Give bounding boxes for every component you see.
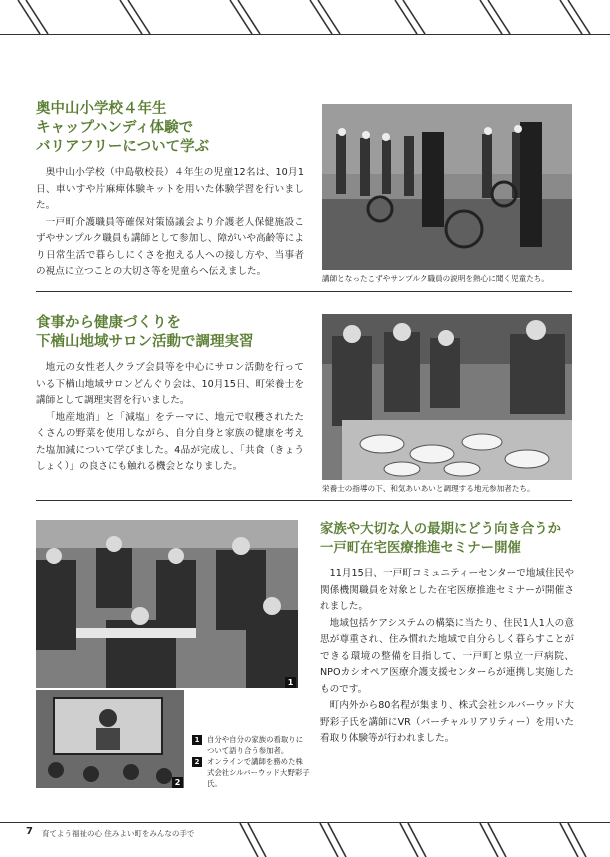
photo-caption-list bbox=[192, 734, 310, 789]
article-cooking-salon bbox=[36, 314, 304, 476]
page-number: 7 bbox=[26, 826, 33, 837]
photo-wheelchair-experience bbox=[322, 104, 572, 270]
photo-caption-item: 2 オンラインで講師を務めた株式会社シルバーウッド大野彩子氏。 bbox=[192, 756, 310, 789]
footer-slogan: 育てよう福祉の心 住みよい町をみんなの手で bbox=[42, 829, 195, 838]
article-body: 11月15日、一戸町コミュニティーセンターで地域住民や関係機関職員を対象とした在宅医療推進セミナーが開催されました。 地域包括ケアシステムの構築に当たり、住民1人1人の意思が尊重され、住み慣れた地域で自分らしく暮らすことができる環境の整備を目指して、一戸町と県立一戸病院、NPOカシオペア医療介護支援センターらが連携し実施したものです。 町内外から80名程が集まり、株式会社シルバーウッド大野彩子氏を講師にVR（バーチャルリアリティー）を用いた看取り体験等が行われました。 bbox=[320, 568, 574, 744]
photo-cooking-practice bbox=[322, 314, 572, 480]
header-band bbox=[0, 0, 610, 35]
article-headline: 家族や大切な人の最期にどう向き合うか 一戸町在宅医療推進セミナー開催 bbox=[320, 522, 562, 556]
section-divider bbox=[36, 291, 572, 292]
photo-number-badge: 1 bbox=[285, 677, 296, 688]
article-headline: 奥中山小学校４年生 キャップハンディ体験で バリアフリーについて学ぶ bbox=[36, 101, 210, 155]
section-divider bbox=[36, 500, 572, 501]
photo-caption: 講師となったこずやサンプルク職員の説明を熱心に聞く児童たち。 bbox=[322, 274, 549, 283]
article-headline: 食事から健康づくりを 下楢山地域サロン活動で調理実習 bbox=[36, 315, 254, 350]
diagonal-stripes-decoration bbox=[0, 0, 610, 34]
article-body: 地元の女性老人クラブ会員等を中心にサロン活動を行っている下楢山地域サロンどんぐり会は、10月15日、町栄養士を講師として調理実習を行いました。 「地産地消」と「減塩」をテーマに、地元で収穫されたたくさんの野菜を使用しながら、自分自身と家族の健康を考えた塩加減について学びました。4品が完成し、「共食（きょうしょく）」の良さにも触れる機会となりました。 bbox=[36, 362, 304, 472]
article-body: 奥中山小学校（中島敬校長）４年生の児童12名は、10月1日、車いすや片麻痺体験キットを用いた体験学習を行いました。 一戸町介護職員等確保対策協議会より介護老人保健施設こずやサンプルク職員も講師として参加し、障がいや高齢等により日常生活で暮らしにくさを抱える人への接し方や、当事者の視点に立つことの大切さ等を児童らへ伝えました。 bbox=[36, 167, 304, 277]
article-cap-handy bbox=[36, 100, 304, 281]
photo-caption: 栄養士の指導の下、和気あいあいと調理する地元参加者たち。 bbox=[322, 484, 535, 493]
photo-number-badge: 2 bbox=[172, 777, 183, 788]
photo-online-lecturer bbox=[36, 690, 184, 788]
article-home-care-seminar bbox=[320, 520, 574, 748]
photo-seminar-discussion bbox=[36, 520, 298, 688]
photo-caption-item: 1 自分や自分の家族の看取りについて語り合う参加者。 bbox=[192, 734, 310, 756]
